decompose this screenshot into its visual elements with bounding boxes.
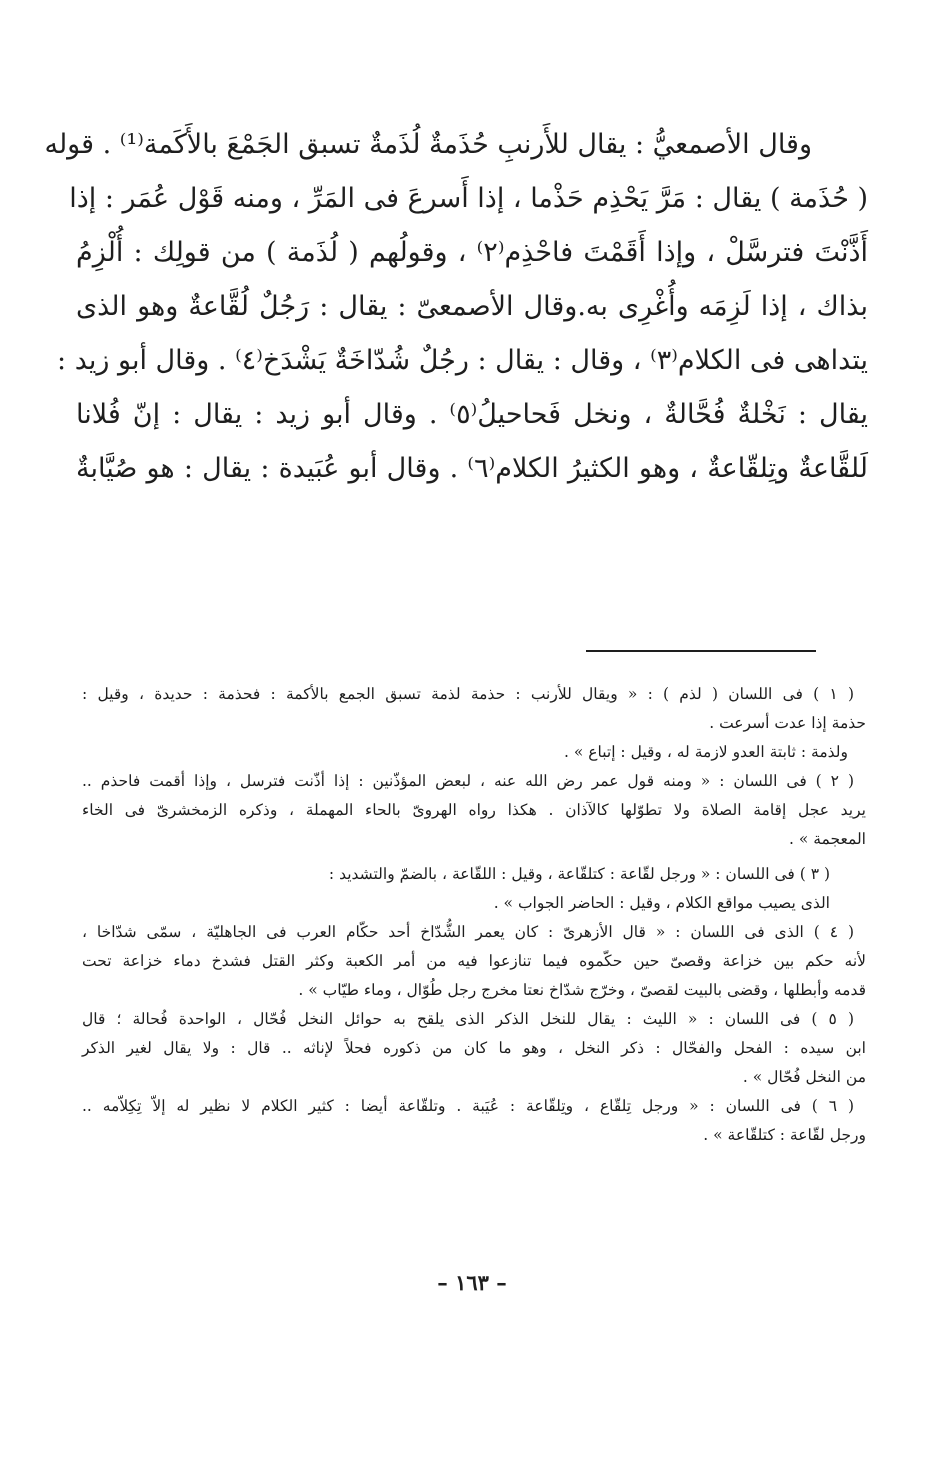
main-body-text bbox=[44, 118, 869, 496]
body-line: وقال الأصمعيُّ : يقال للأَرنبِ حُذَمةٌ لُذَمةٌ تسبق الجَمْعَ بالأَكَمة⁽¹⁾ . قوله bbox=[44, 129, 812, 160]
footnote-6-continuation: ورجل لقّاعة : كتلقّاعة » . bbox=[703, 1126, 866, 1144]
footnote-4-continuation: قدمه وأبطلها ، وقضى بالبيت لقصىّ ، وخرّج شدّاخ نعتا مخرج رجل طُوّال ، وماء طيّاب » . bbox=[298, 981, 866, 999]
footnote-5-continuation: ابن سيده : الفحل والفحّال : ذكر النخل ، وهو ما كان من ذكوره فحلاً لإناثه .. قال : ولا يقال لغير الذكر bbox=[82, 1039, 866, 1057]
footnote-4: ( ٤ ) الذى فى اللسان : « قال الأزهرىّ : كان يعمر الشُّدّاخ أحد حكّام العرب فى الجاهليّة ، سمّى شدّاخا ، bbox=[82, 923, 854, 941]
footnote-2-continuation: يريد عجل إقامة الصلاة ولا تطوّلها كالآذان . هكذا رواه الهروىّ بالحاء المهملة ، وذكره الزمخشرىّ فى الخاء bbox=[82, 801, 866, 819]
footnote-5-continuation: من النخل فُحّال » . bbox=[742, 1068, 866, 1086]
body-line: يقال : نَخْلةٌ فُحَّالةٌ ، ونخل فَحاحيلُ⁽٥⁾ . وقال أبو زيد : يقال : إنّ فُلانا bbox=[76, 399, 869, 430]
body-line: أَذَّنْتَ فترسَّلْ ، وإذا أَقَمْتَ فاحْذِم⁽٢⁾ ، وقولُهم ( لُذَمة ) من قولِك : أُلْزِمُ bbox=[76, 237, 868, 268]
footnote-3: ( ٣ ) فى اللسان : « ورجل لقّاعة : كتلقّاعة ، وقيل : اللقّاعة ، بالضمّ والتشديد : bbox=[328, 865, 830, 883]
body-line: يتداهى فى الكلام⁽٣⁾ ، وقال : يقال : رجُلٌ شُدّاخَةٌ يَشْدَخ⁽٤⁾ . وقال أبو زيد : bbox=[57, 345, 868, 376]
footnote-5: ( ٥ ) فى اللسان : « الليث : يقال للنخل الذكر الذى يلقح به حوائل النخل فُحّال ، الواحدة فُحالة ؛ قال bbox=[82, 1010, 854, 1028]
body-line: بذاك ، إذا لَزِمَه وأُغْرِى به.وقال الأصمعىّ : يقال : رَجُلٌ لُقَّاعةٌ وهو الذى bbox=[76, 291, 868, 322]
footnote-2: ( ٢ ) فى اللسان : « ومنه قول عمر رض الله عنه ، لبعض المؤذّنين : إذا أذّنت فترسل ، وإذا أقمت فاحذم .. bbox=[82, 772, 854, 790]
footnote-6: ( ٦ ) فى اللسان : « ورجل تِلقّاع ، وتِلقّاعة : عُيَبة . وتلقّاعة أيضا : كثير الكلام لا نظير له إلاّ تِكِلاّمه .. bbox=[82, 1097, 854, 1115]
footnote-1-continuation: حذمة إذا عدت أسرعت . bbox=[709, 714, 866, 732]
footnote-3-continuation: الذى يصيب مواقع الكلام ، وقيل : الحاضر الجواب » . bbox=[493, 894, 830, 912]
footnote-2-continuation: المعجمة » . bbox=[788, 830, 866, 848]
body-line: لَلقَّاعةٌ وتِلقّاعةٌ ، وهو الكثيرُ الكلام⁽٦⁾ . وقال أبو عُبَيدة : يقال : هو صُيَّابةٌ bbox=[76, 453, 868, 484]
page-number: – ١٦٣ – bbox=[437, 1270, 507, 1295]
footnote-separator bbox=[586, 650, 816, 652]
body-line: ( حُذَمة ) يقال : مَرَّ يَحْذِم حَذْما ، إذا أَسرعَ فى المَرِّ ، ومنه قَوْل عُمَر : إذا bbox=[69, 183, 868, 214]
footnotes bbox=[82, 680, 866, 1150]
footnote-1: ( ١ ) فى اللسان ( لذم ) : « ويقال للأرنب : حذمة لذمة تسبق الجمع بالأكمة : فحذمة : حديدة ، وقيل : bbox=[82, 685, 854, 703]
footnote-4-continuation: لأنه حكم بين خزاعة وقصىّ حين حكّموه فيما تنازعوا فيه من أمر الكعبة وكثر القتل فشدخ دماء خزاعة تحت bbox=[82, 952, 866, 970]
footnote-1-continuation: ولذمة : ثابتة العدو لازمة له ، وقيل : إتباع » . bbox=[563, 743, 848, 761]
